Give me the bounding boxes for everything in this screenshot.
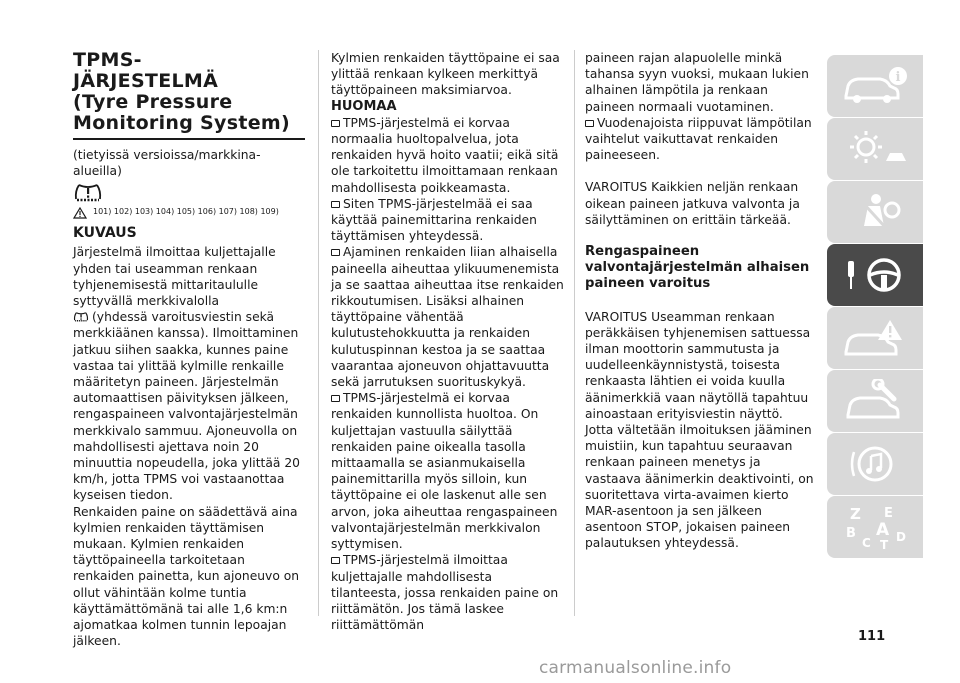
warning-paragraph: VAROITUS Useamman renkaan peräkkäisen tyhjenemisen sattuessa ilman moottorin sammutusta ja uudelleenkäynnistystä, toisesta renkaasta lähtien ei voida kuulla äänimerkkiä vaan näytöllä tapahtuu ainoastaan erityisviestin näyttö. [585,309,811,421]
page-number: 111 [858,629,886,644]
alphabet-index-icon [840,503,910,551]
car-info-icon [840,64,910,108]
index-letter: Z [850,505,861,523]
column-3 [585,50,817,552]
kuvaus-heading: KUVAUS [73,225,137,242]
index-letter: T [880,538,889,551]
section-subtitle: (tietyissä versioissa/markkina-alueilla) [73,148,261,179]
section-title: TPMS- JÄRJESTELMÄ (Tyre Pressure Monitoring System) [73,49,290,134]
car-warning-icon [840,316,910,360]
bullet-icon [585,120,594,127]
bullet-icon [331,120,340,127]
index-letter: A [876,520,890,540]
dashboard-lights-icon [840,127,910,171]
paragraph: Jotta vältetään ilmoituksen jääminen muistiin, kun tapahtuu seuraavan renkaan paineen menetys ja vastaava äänimerkin deaktivointi, on suoritettava virta-avaimen kierto MAR-asentoon ja sen jälkeen asentoon STOP, jokaisen paineen palautuksen yhteydessä. [585,423,814,551]
car-service-wrench-icon [840,379,910,423]
bullet-icon [331,201,340,208]
tab-index[interactable] [827,496,923,558]
bullet-text: TPMS-järjestelmä ei korvaa normaalia huoltopalvelua, jota renkaiden hyvä hoito vaatii; eikä sitä ole tarkoitettu ilmoittamaan renkaan mahdollisesta poikkeamasta. [331,115,559,195]
bullet-text: Ajaminen renkaiden liian alhaisella paineella aiheuttaa ylikuumenemista ja se saattaa aiheuttaa itse renkaiden rikkoutumisen. Lisäksi alhainen täyttöpaine vähentää kulutustehokkuutta ja renkaiden kulutuspinnan kestoa ja se saattaa vaarantaa ajoneuvon ohjattavuutta sekä jarrutuksen suorituskykyä. [331,245,564,390]
tab-emergency[interactable] [827,370,923,432]
tab-starting-driving[interactable] [827,244,923,306]
tpms-inline-icon [73,310,89,323]
title-underline [73,138,305,140]
bullet-item [331,115,564,196]
spacer [585,228,817,244]
bullet-icon [331,557,340,564]
spacer [585,163,817,179]
tpms-symbol-icon [73,181,103,203]
index-letter: B [846,526,856,541]
steering-key-icon [840,253,910,297]
bullet-text: Siten TPMS-järjestelmää ei saa käyttää painemittarina renkaiden täyttämisen yhteydessä. [331,196,537,244]
bullet-item [331,552,564,633]
index-letter: D [896,530,906,544]
warning-paragraph: VAROITUS Kaikkien neljän renkaan oikean paineen jatkuva valvonta ja säilyttäminen on erittäin tärkeää. [585,180,800,227]
warning-references: 101) 102) 103) 104) 105) 106) 107) 108) 109) [93,207,279,217]
paragraph: paineen rajan alapuolelle minkä tahansa syyn vuoksi, mukaan lukien alhainen lämpötila ja renkaan paineen normaali vuotaminen. [585,51,809,114]
bullet-item [331,244,564,390]
warning-triangle-icon [73,207,87,219]
seatbelt-airbag-icon [840,190,910,234]
note-heading: HUOMAA [331,98,397,114]
svg-text:i: i [895,70,901,85]
column-2 [331,50,564,633]
warnings-refs [73,203,305,219]
column-1 [73,50,305,649]
column-divider [318,50,319,616]
bullet-item [585,115,817,164]
watermark[interactable]: carmanualsonline.info [539,658,732,678]
tab-multimedia[interactable] [827,433,923,495]
spacer [585,293,817,309]
column-divider [574,50,575,616]
chapter-tabs [827,55,923,559]
index-letter: E [884,506,893,521]
paragraph: Renkaiden paine on säädettävä aina kylmien renkaiden täyttämisen mukaan. Kylmien renkaiden täyttöpaineella tarkoitetaan renkaiden painetta, kun ajoneuvo on ollut vähintään kolme tuntia käyttämättömänä tai alle 1,6 km:n ajomatkaa kolmen tunnin lepoajan jälkeen. [73,504,300,649]
tab-car-info[interactable] [827,55,923,117]
bullet-icon [331,395,340,402]
reference-row [73,179,305,203]
tab-dashboard-lights[interactable] [827,118,923,180]
bullet-item [331,196,564,245]
paragraph: Kylmien renkaiden täyttöpaine ei saa ylittää renkaan kylkeen merkittyä täyttöpaineen maksimiarvoa. [331,51,560,98]
paragraph [73,244,305,503]
paragraph-text-b: (yhdessä varoitusviestin sekä merkkiäänen kanssa). Ilmoittaminen jatkuu siihen saakka, kunnes paine vastaa tai ylittää kylmille renkaille määritetyn paineen. Järjestelmän automaattisen päivityksen jälkeen, rengaspaineen valvontajärjestelmän merkkivalo sammuu. Ajoneuvolla on mahdollisesti ajettava noin 20 minuuttia nopeudella, joka ylittää 20 km/h, jotta TPMS voi vastaanottaa kyseisen tiedon. [73,310,300,503]
paragraph-text-a: Järjestelmä ilmoittaa kuljettajalle yhden tai useamman renkaan tyhjenemisestä mittaritaululle syttyvällä merkkivalolla [73,245,276,309]
bullet-icon [331,249,340,256]
tab-safety[interactable] [827,181,923,243]
subsection-heading: Rengaspaineen valvontajärjestelmän alhaisen paineen varoitus [585,244,810,292]
bullet-text: TPMS-järjestelmä ilmoittaa kuljettajalle mahdollisesta tilanteesta, jossa renkaiden paine on riittämätön. Jos tämä laskee riittämättömän [331,553,559,633]
bullet-item [331,390,564,552]
tab-warnings[interactable] [827,307,923,369]
bullet-text: Vuodenajoista riippuvat lämpötilan vaihtelut vaikuttavat renkaiden paineeseen. [585,115,812,163]
bullet-text: TPMS-järjestelmä ei korvaa renkaiden kunnollista huoltoa. On kuljettajan vastuulla säilyttää renkaiden paine oikealla tasolla mittaamalla se asianmukaisella painemittarilla myös silloin, kun täyttöpaine ei ole laskenut alle sen arvon, joka aiheuttaa rengaspaineen valvontajärjestelmän merkkivalon syttymisen. [331,391,558,552]
index-letter: C [862,536,871,550]
media-phone-icon [840,442,910,486]
